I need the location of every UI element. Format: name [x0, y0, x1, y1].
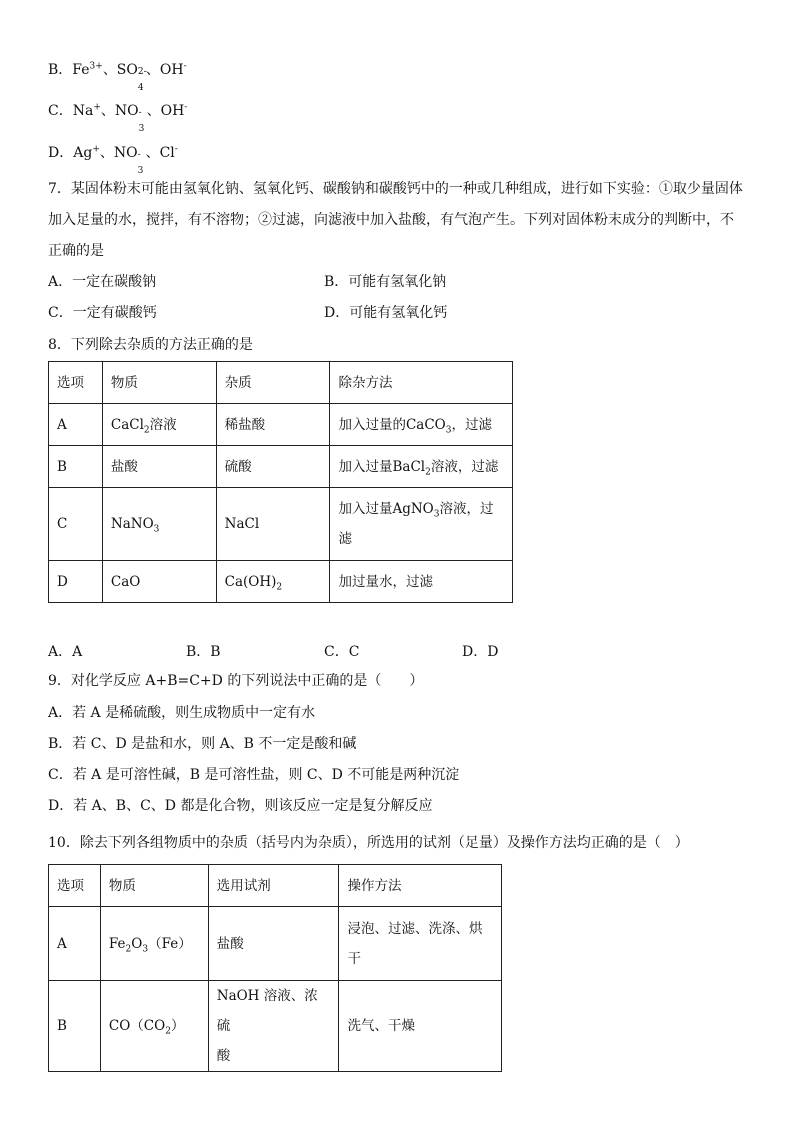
q9-option-c: C．若 A 是可溶性碱，B 是可溶性盐，则 C、D 不可能是两种沉淀	[48, 767, 460, 783]
q8-answer-c: C．C	[324, 644, 360, 660]
q8-answer-b: B．B	[186, 644, 221, 660]
cell-option: D	[49, 561, 103, 603]
table-header-row	[49, 362, 513, 404]
header-substance: 物质	[102, 362, 216, 404]
q7-stem-line1: 7．某固体粉末可能由氢氧化钠、氢氧化钙、碳酸钠和碳酸钙中的一种或几种组成，进行如下实验：①取少量固体	[48, 181, 743, 197]
cell-impurity: $Ca(OH)_2$	[216, 561, 330, 603]
table-row	[49, 561, 513, 603]
cell-method: 加过量水，过滤	[330, 561, 513, 603]
cell-impurity: 稀盐酸	[216, 404, 330, 446]
q6-option-c: C．Na+、NO - 3 、OH-	[48, 102, 188, 134]
cell-impurity: NaCl	[216, 488, 330, 561]
header-option: 选项	[49, 362, 103, 404]
table-row	[49, 488, 513, 561]
table-row	[49, 981, 502, 1072]
q7-stem-line3: 正确的是	[48, 243, 104, 259]
header-substance: 物质	[100, 865, 208, 907]
cell-substance: 盐酸	[102, 446, 216, 488]
table-header-row	[49, 865, 502, 907]
q6-option-b: B．$Fe^{3+}$、SO 2- 4 、OH-	[48, 61, 187, 93]
cell-substance: CaO	[102, 561, 216, 603]
cell-option: A	[49, 404, 103, 446]
cell-method: 加入过量AgNO$_3$溶液，过 滤	[330, 488, 513, 561]
q7-option-c: C．一定有碳酸钙	[48, 305, 157, 321]
cell-option: B	[49, 981, 101, 1072]
cell-option: C	[49, 488, 103, 561]
q7-option-b: B．可能有氢氧化钠	[324, 274, 447, 290]
q9-option-a: A．若 A 是稀硫酸，则生成物质中一定有水	[48, 705, 316, 721]
cell-reagent: 盐酸	[208, 907, 339, 981]
cell-substance: CaCl$_2$溶液	[102, 404, 216, 446]
q10-stem: 10．除去下列各组物质中的杂质（括号内为杂质），所选用的试剂（足量）及操作方法均正确的是（ ）	[48, 835, 689, 851]
q7-option-d: D．可能有氢氧化钙	[324, 305, 448, 321]
cell-substance: $Fe_2O_3(Fe)$	[100, 907, 208, 981]
q8-stem: 8．下列除去杂质的方法正确的是	[48, 337, 253, 353]
cell-option: B	[49, 446, 103, 488]
cell-substance: $CO(CO_2)$	[100, 981, 208, 1072]
table-row	[49, 907, 502, 981]
header-reagent: 选用试剂	[208, 865, 339, 907]
q7-stem-line2: 加入足量的水，搅拌，有不溶物；②过滤，向滤液中加入盐酸，有气泡产生。下列对固体粉末成分的判断中，不	[48, 212, 734, 228]
cell-substance: NaNO$_3$	[102, 488, 216, 561]
q9-option-d: D．若 A、B、C、D 都是化合物，则该反应一定是复分解反应	[48, 798, 433, 814]
cell-option: A	[49, 907, 101, 981]
q8-answer-d: D．D	[462, 644, 499, 660]
q9-option-b: B．若 C、D 是盐和水，则 A、B 不一定是酸和碱	[48, 736, 357, 752]
q8-table	[48, 361, 513, 603]
cell-impurity: 硫酸	[216, 446, 330, 488]
table-row	[49, 446, 513, 488]
cell-operation: 浸泡、过滤、洗涤、烘 干	[339, 907, 502, 981]
header-method: 除杂方法	[330, 362, 513, 404]
header-operation: 操作方法	[339, 865, 502, 907]
cell-operation: 洗气、干燥	[339, 981, 502, 1072]
q8-answer-a: A．A	[48, 644, 83, 660]
cell-reagent: NaOH 溶液、浓硫 酸	[208, 981, 339, 1072]
header-impurity: 杂质	[216, 362, 330, 404]
q7-option-a: A．一定在碳酸钠	[48, 274, 157, 290]
table-row	[49, 404, 513, 446]
header-option: 选项	[49, 865, 101, 907]
cell-method: 加入过量的CaCO$_3$，过滤	[330, 404, 513, 446]
q10-table	[48, 864, 502, 1072]
q6-option-d: D．Ag+、NO - 3 、Cl-	[48, 144, 178, 176]
q9-stem: 9．对化学反应 A+B=C+D 的下列说法中正确的是（ ）	[48, 673, 424, 689]
cell-method: 加入过量BaCl$_2$溶液，过滤	[330, 446, 513, 488]
